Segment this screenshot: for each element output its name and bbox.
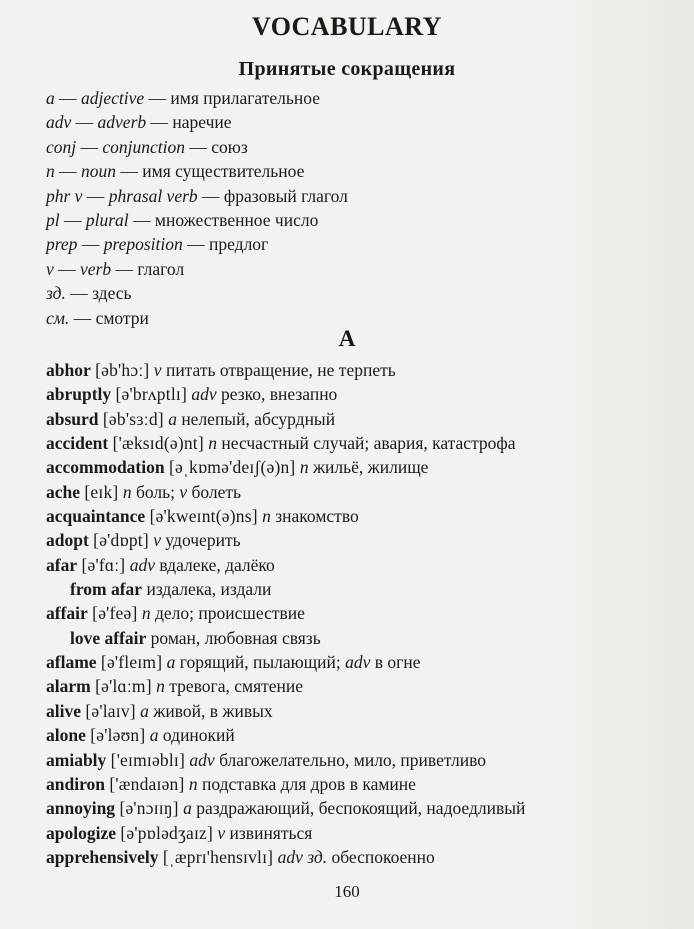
translation: резко, внезапно	[221, 384, 338, 405]
translation: знакомство	[275, 506, 359, 527]
page-number: 160	[334, 882, 360, 901]
vocabulary-entry	[46, 674, 666, 698]
vocabulary-entry	[46, 796, 666, 820]
part-of-speech: a	[168, 408, 177, 429]
abbreviation-item: n — noun — имя существительное	[46, 161, 305, 182]
abbreviation-translation: предлог	[209, 234, 269, 255]
part-of-speech: n	[299, 457, 309, 478]
headword: alarm	[46, 676, 91, 697]
part-of-speech: adv	[129, 554, 155, 575]
headword: accommodation	[46, 457, 165, 478]
vocabulary-entry	[46, 504, 666, 528]
translation: нелепый, абсурдный	[181, 408, 336, 429]
abbreviation-translation: имя прилагательное	[170, 88, 320, 108]
abbreviation-full: adjective	[81, 88, 145, 108]
part-of-speech: a	[183, 798, 192, 819]
abbreviation-full: conjunction	[102, 136, 186, 157]
abbreviation-translation: наречие	[172, 112, 232, 133]
abbreviation-short: conj	[46, 136, 77, 157]
vocabulary-entry	[46, 772, 666, 796]
abbreviation-translation: союз	[211, 136, 248, 157]
pronunciation: ['ændaɪən]	[109, 773, 185, 794]
abbreviation-item: a — adjective — имя прилагательное	[46, 88, 320, 108]
pronunciation: [ə'lɑːm]	[95, 676, 152, 697]
translation: обеспокоенно	[331, 846, 435, 867]
vocabulary-entry	[46, 431, 666, 455]
translation: дело; происшествие	[155, 603, 305, 624]
part-of-speech: v	[153, 530, 162, 551]
headword: abruptly	[46, 384, 112, 405]
pronunciation: [əb'hɔː]	[95, 360, 150, 380]
abbreviation-short: зд.	[46, 283, 66, 304]
translation: роман, любовная связь	[150, 627, 321, 648]
part-of-speech: n	[141, 603, 151, 624]
translation: боль;	[135, 481, 175, 502]
abbreviation-short: prep	[46, 234, 78, 255]
headword: alone	[46, 725, 86, 746]
abbreviation-short: phr v	[46, 185, 83, 206]
vocabulary-entries	[46, 358, 666, 869]
translation: питать отвращение, не терпеть	[165, 360, 396, 380]
vocabulary-entry	[46, 358, 666, 382]
translation: издалека, издали	[146, 579, 272, 600]
abbreviation-short: n	[46, 161, 55, 182]
abbreviation-item: pl — plural — множественное число	[46, 209, 319, 230]
headword: abhor	[46, 360, 91, 380]
abbreviation-item: зд. — здесь	[46, 283, 132, 304]
translation: несчастный случай; авария, катастрофа	[221, 433, 516, 454]
part-of-speech: adv	[277, 846, 303, 867]
vocabulary-entry	[46, 553, 666, 577]
headword: aflame	[46, 652, 97, 673]
translation: извиняться	[229, 822, 313, 843]
headword: acquaintance	[46, 506, 146, 527]
headword: from afar	[70, 579, 143, 600]
vocabulary-entry	[46, 528, 666, 552]
vocabulary-entry	[46, 601, 666, 625]
headword: alive	[46, 700, 81, 721]
vocabulary-subentry	[46, 626, 666, 650]
vocabulary-entry	[46, 382, 666, 406]
headword: ache	[46, 481, 81, 502]
headword: andiron	[46, 773, 106, 794]
translation: тревога, смятение	[169, 676, 304, 697]
pronunciation: [ˌæprɪ'hensɪvlɪ]	[162, 846, 274, 867]
pronunciation: [eɪk]	[84, 481, 119, 502]
abbreviation-short: adv	[46, 112, 72, 133]
headword: apprehensively	[46, 846, 159, 867]
headword: annoying	[46, 798, 116, 819]
pronunciation: [ə'kweɪnt(ə)ns]	[149, 506, 258, 527]
part-of-speech: n	[122, 481, 132, 502]
headword: amiably	[46, 749, 107, 770]
pronunciation: [ə'fɑː]	[81, 554, 126, 575]
vocabulary-entry	[46, 748, 666, 772]
translation: живой, в живых	[153, 700, 273, 721]
pronunciation: [ə'laɪv]	[85, 700, 136, 721]
vocabulary-entry	[46, 699, 666, 723]
vocabulary-entry	[46, 650, 666, 674]
pronunciation: [ə'dɒpt]	[93, 530, 149, 551]
abbreviation-translation: здесь	[92, 283, 132, 304]
abbreviation-full: adverb	[97, 112, 147, 133]
part-of-speech: n	[262, 506, 271, 527]
part-of-speech: v	[153, 360, 162, 380]
vocabulary-subentry	[46, 577, 666, 601]
abbreviation-full: plural	[85, 209, 129, 230]
abbreviation-item: phr v — phrasal verb — фразовый глагол	[46, 185, 348, 206]
translation: удочерить	[165, 530, 241, 551]
abbreviation-item: conj — conjunction — союз	[46, 136, 248, 157]
translation: одинокий	[162, 725, 235, 746]
part-of-speech: n	[156, 676, 165, 697]
headword: affair	[46, 603, 88, 624]
headword: afar	[46, 554, 78, 575]
vocabulary-entry	[46, 480, 666, 504]
vocabulary-entry	[46, 845, 666, 869]
abbreviation-item: adv — adverb — наречие	[46, 112, 232, 133]
translation: вдалеке, далёко	[159, 554, 275, 575]
abbreviation-translation: имя существительное	[142, 161, 305, 182]
headword: accident	[46, 433, 109, 454]
part-of-speech: v	[179, 481, 188, 502]
translation: благожелательно, мило, приветливо	[219, 749, 487, 770]
abbreviation-full: preposition	[103, 234, 183, 255]
part-of-speech: adv	[189, 749, 215, 770]
translation: болеть	[191, 481, 242, 502]
headword: adopt	[46, 530, 89, 551]
headword: apologize	[46, 822, 116, 843]
abbreviations-list	[46, 86, 646, 330]
abbreviation-translation: глагол	[137, 258, 185, 279]
abbreviation-full: phrasal verb	[108, 185, 198, 206]
abbreviation-short: v	[46, 258, 54, 279]
pronunciation: [əˌkɒmə'deɪʃ(ə)n]	[168, 457, 296, 478]
pronunciation: [ə'ləʊn]	[90, 725, 146, 746]
abbreviation-translation: смотри	[95, 307, 149, 328]
abbreviation-short: см.	[46, 307, 70, 328]
part-of-speech: n	[188, 773, 198, 794]
pronunciation: [ə'brʌptlɪ]	[115, 384, 187, 405]
abbreviation-item: prep — preposition — предлог	[46, 234, 269, 255]
abbreviation-short: pl	[46, 209, 60, 230]
part-of-speech: a	[140, 700, 149, 721]
page-title: VOCABULARY	[252, 12, 442, 41]
abbreviation-item: v — verb — глагол	[46, 258, 185, 279]
part-of-speech: a	[166, 652, 176, 673]
part-of-speech: adv	[191, 384, 217, 405]
pronunciation: [ə'nɔɪɪŋ]	[119, 798, 179, 819]
pronunciation: [ə'feə]	[92, 603, 138, 624]
pronunciation: [ə'pɒlədʒaɪz]	[120, 822, 213, 843]
abbreviation-full: verb	[80, 258, 112, 279]
part-of-speech: a	[149, 725, 159, 746]
headword: love affair	[70, 627, 147, 648]
usage-note: зд.	[307, 846, 328, 867]
abbreviation-full: noun	[81, 161, 116, 182]
translation: жильё, жилище	[312, 457, 429, 478]
translation: в огне	[374, 652, 421, 673]
translation: горящий, пылающий;	[179, 652, 341, 673]
part-of-speech: n	[208, 433, 218, 454]
part-of-speech: v	[217, 822, 226, 843]
translation: подставка для дров в камине	[202, 773, 416, 794]
abbreviations-heading: Принятые сокращения	[238, 58, 456, 80]
vocabulary-entry	[46, 821, 666, 845]
headword: absurd	[46, 408, 99, 429]
pronunciation: [əb'sɜːd]	[102, 408, 164, 429]
abbreviation-translation: множественное число	[154, 209, 319, 230]
part-of-speech: adv	[345, 652, 371, 673]
pronunciation: ['æksɪd(ə)nt]	[112, 433, 204, 454]
section-letter: A	[338, 326, 356, 351]
abbreviation-short: a	[46, 88, 55, 108]
vocabulary-entry	[46, 455, 666, 479]
vocabulary-entry	[46, 407, 666, 431]
pronunciation: [ə'fleɪm]	[100, 652, 163, 673]
vocabulary-entry	[46, 723, 666, 747]
pronunciation: ['eɪmɪəblɪ]	[110, 749, 186, 770]
abbreviation-translation: фразовый глагол	[223, 185, 348, 206]
abbreviation-item: см. — смотри	[46, 307, 149, 328]
translation: раздражающий, беспокоящий, надоедливый	[196, 798, 526, 819]
